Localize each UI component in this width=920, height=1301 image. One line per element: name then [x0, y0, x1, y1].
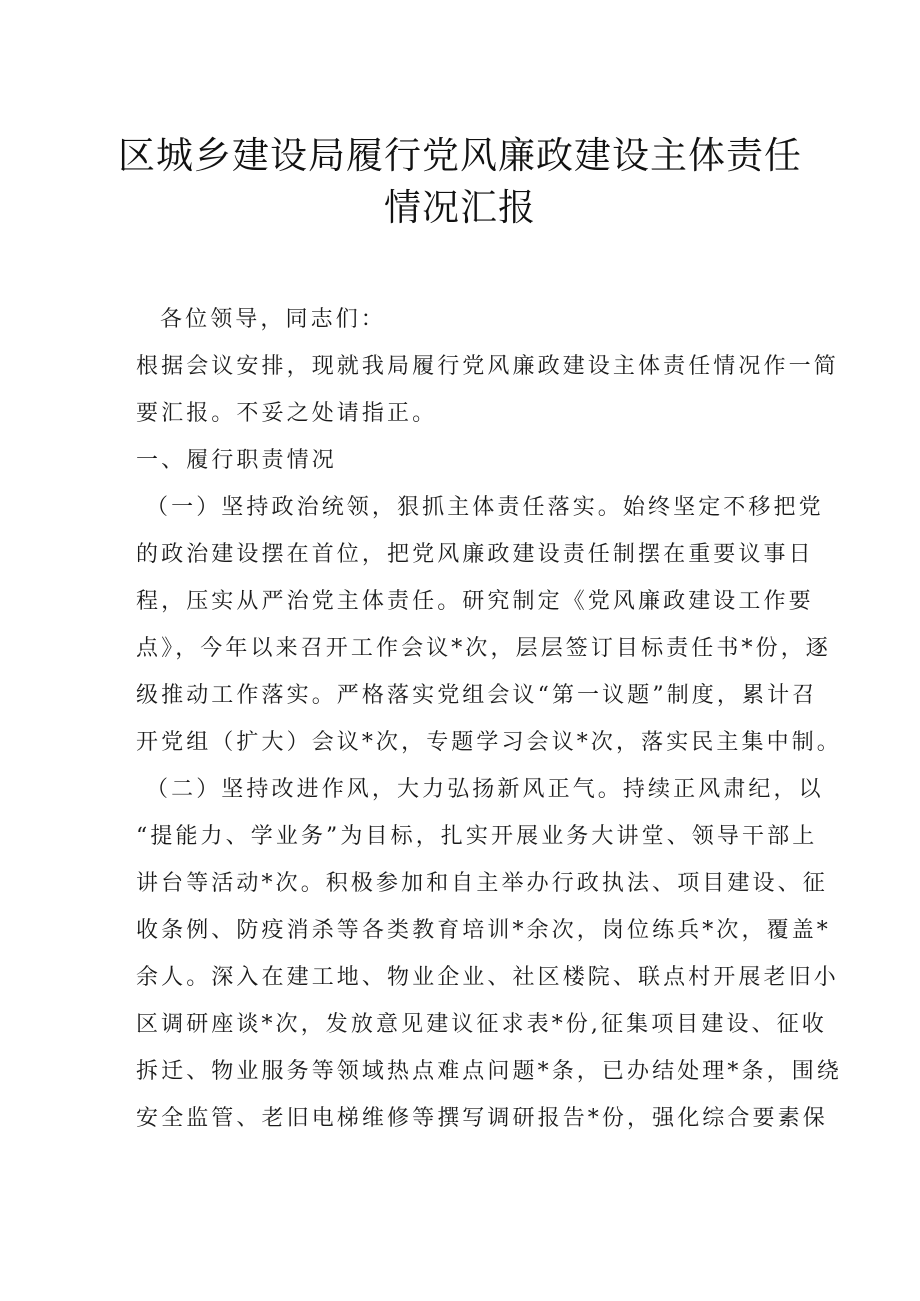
- document-title-line-2: 情况汇报: [384, 186, 536, 229]
- body-line: 安全监管、老旧电梯维修等撰写调研报告*份，强化综合要素保: [136, 1106, 828, 1131]
- body-line: 区调研座谈*次，发放意见建议征求表*份,征集项目建设、征收: [136, 1012, 827, 1037]
- document-body: [136, 296, 842, 1142]
- body-line: 点》，今年以来召开工作会议*次，层层签订目标责任书*份，逐: [136, 636, 831, 661]
- body-line: 余人。深入在建工地、物业企业、社区楼院、联点村开展老旧小: [136, 965, 839, 990]
- body-line: 拆迁、物业服务等领域热点难点问题*条，已办结处理*条，围绕: [136, 1059, 842, 1084]
- body-line: 根据会议安排，现就我局履行党风廉政建设主体责任情况作一简: [136, 354, 839, 379]
- subsection-heading: （二）坚持改进作风，大力弘扬新风正气。持续正风肃纪，以: [146, 777, 824, 802]
- body-line: 讲台等活动*次。积极参加和自主举办行政执法、项目建设、征: [136, 871, 828, 896]
- subsection-heading: （一）坚持政治统领，狠抓主体责任落实。始终坚定不移把党: [146, 495, 824, 520]
- salutation: 各位领导，同志们：: [160, 307, 386, 332]
- section-heading: 一、履行职责情况: [136, 448, 337, 473]
- body-line: 程，压实从严治党主体责任。研究制定《党风廉政建设工作要: [136, 589, 814, 614]
- body-line: 收条例、防疫消杀等各类教育培训*余次，岗位练兵*次，覆盖*: [136, 918, 831, 943]
- body-line: 的政治建设摆在首位，把党风廉政建设责任制摆在重要议事日: [136, 542, 814, 567]
- document-title-line-1: 区城乡建设局履行党风廉政建设主体责任: [118, 134, 802, 177]
- body-line: 开党组（扩大）会议*次，专题学习会议*次，落实民主集中制。: [136, 730, 842, 755]
- body-line: 要汇报。不妥之处请指正。: [136, 401, 438, 426]
- body-line: “提能力、学业务”为目标，扎实开展业务大讲堂、领导干部上: [136, 824, 818, 849]
- body-line: 级推动工作落实。严格落实党组会议“第一议题”制度，累计召: [136, 683, 818, 708]
